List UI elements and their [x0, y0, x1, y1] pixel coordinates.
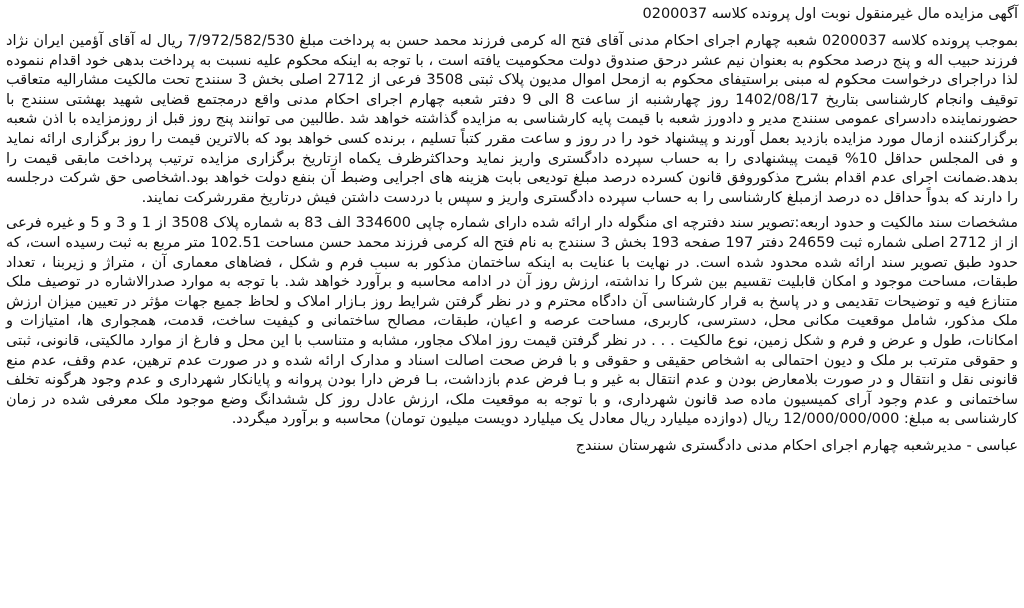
notice-paragraph-terms: بموجب پرونده کلاسه 0200037 شعبه چهارم اجرای احکام مدنی آقای فتح اله کرمی فرزند محمد حسن به پرداخت مبلغ 7/972/582/530 ریال له آقای آؤمین ایران نژاد فرزند حبیب اله و پنج درصد محکوم به بعنوان نیم عشر درحق صندوق دولت محکومیت یافته است ، با توجه به اینکه محکوم علیه نسبت به پرداخت بدهی خود اقدام ننموده لذا دراجرای درخواست محکوم له مبنی براستیفای محکوم به ازمحل اموال مدیون پلاک ثبتی 3508 فرعی از 2712 اصلی بخش 3 سنندج تحت مالکیت مشارالیه متعاقب توقیف وانجام کارشناسی بتاریخ 1402/08/17 روز چهارشنبه از ساعت 8 الی 9 دفتر شعبه چهارم اجرای احکام مدنی واقع درمجتمع قضایی شهید بهشتی سنندج با حضورنماینده دادسرای عمومی سنندج مدیر و دادورز شعبه با قیمت پایه کارشناسی به مزایده گذاشته خواهد شد .طالبین می توانند پنج روز قبل از روزمزایده با اذن شعبه برگزارکننده ازمال مورد مزایده بازدید بعمل آورند و پیشنهاد خود را در روز و ساعت مقرر کتباً تسلیم ، برنده کسی خواهد بود که بالاترین قیمت را روز برگزاری ارائه نماید و فی المجلس حداقل 10% قیمت پیشنهادی را به حساب سپرده دادگستری واریز نماید وحداکثرظرف یکماه ازتاریخ برگزاری مزایده ترتیب پرداخت مابقی قیمت را بدهد.ضمانت اجرای عدم اقدام بشرح مذکوروفق قانون کسرده درصد مبلغ تودیعی بابت هزینه های اجرایی وضبط آن بنفع دولت خواهد بود.اشخاصی حق شرکت درجلسه را دارند که بدواً حداقل ده درصد ازمبلغ کارشناسی را به حساب سپرده دادگستری واریز و سپس با دردست داشتن فیش درتاریخ مقررشرکت نمایند. [6, 33, 1019, 206]
notice-paragraph-property-details: مشخصات سند مالکیت و حدود اربعه:تصویر سند دفترچه ای منگوله دار ارائه شده دارای شماره چاپی 334600 الف 83 به شماره پلاک 3508 از 1 و 3 و 5 و غیره فرعی از از 2712 اصلی شماره ثبت 24659 دفتر 197 صفحه 193 بخش 3 سنندج به نام فتح اله کرمی فرزند محمد حسن مساحت 102.51 متر مربع به ثبت رسیده است، که حدود طبق تصویر سند ارائه شده محدود شده است. در نهایت با عنایت به اینکه ساختمان مذکور به سبب فرم و شکل ، فضاهای معماری آن ، متراژ و زیربنا ، تعداد طبقات، مساحت موجود و امکان قابلیت تقسیم بین شرکا را نداشته، ارزش روز آن در ادامه محاسبه و برآورد خواهد شد. با توجه به موارد صدرالاشاره در توصیف ملک متنازع فیه و توضیحات تقدیمی و در پاسخ به قرار کارشناسی آن دادگاه محترم و در نظر گرفتن شرایط روز بـازار املاک و لحاظ جمیع جهات مؤثر در تعیین میزان ارزش ملک مذکور، شامل موقعیت مکانی محل، دسترسی، کاربری، مساحت عرصه و اعیان، طبقات، مصالح ساختمانی و کیفیت ساخت، قدمت، همجواری ها، امتیازات و امکانات، طول و عرض و فرم و شکل زمین، نوع مالکیت . . . در نظر گرفتن قیمت روز املاک مجاور، مشابه و متناسب با این محل و فارغ از موارد مالکیتی، قانونی، ثبتی و حقوقی مترتب بر ملک و دیون احتمالی به اشخاص حقیقی و حقوقی و با فرض صحت اصالت اسناد و مدارک ارائه شده و در صورت عدم ترهین، عدم وقف، عدم منع قانونی نقل و انتقال و در صورت بلامعارض بودن و عدم انتقال به غیر و بـا فرض عدم بازداشت، بـا فرض دارا بودن پروانه و پایانکار شهرداری و عدم وجود هرگونه تخلف ساختمانی و عدم وجود آرای کمیسیون ماده صد قانون شهرداری، و با توجه به موقعیت ملک، ارزش عادل روز کل ششدانگ وضع موجود ملک معرفی شده در زمان کارشناسی به مبلغ: 12/000/000/000 ریال (دوازده میلیارد ریال معادل یک میلیارد دویست میلیون تومان) محاسبه و برآورد میگردد. [6, 215, 1019, 428]
auction-notice [6, 0, 1018, 456]
notice-signature: عباسی - مدیرشعبه چهارم اجرای احکام مدنی دادگستری شهرستان سنندج [575, 437, 1018, 454]
notice-title: آگهی مزایده مال غیرمنقول نوبت اول پرونده کلاسه 0200037 [642, 6, 1018, 22]
